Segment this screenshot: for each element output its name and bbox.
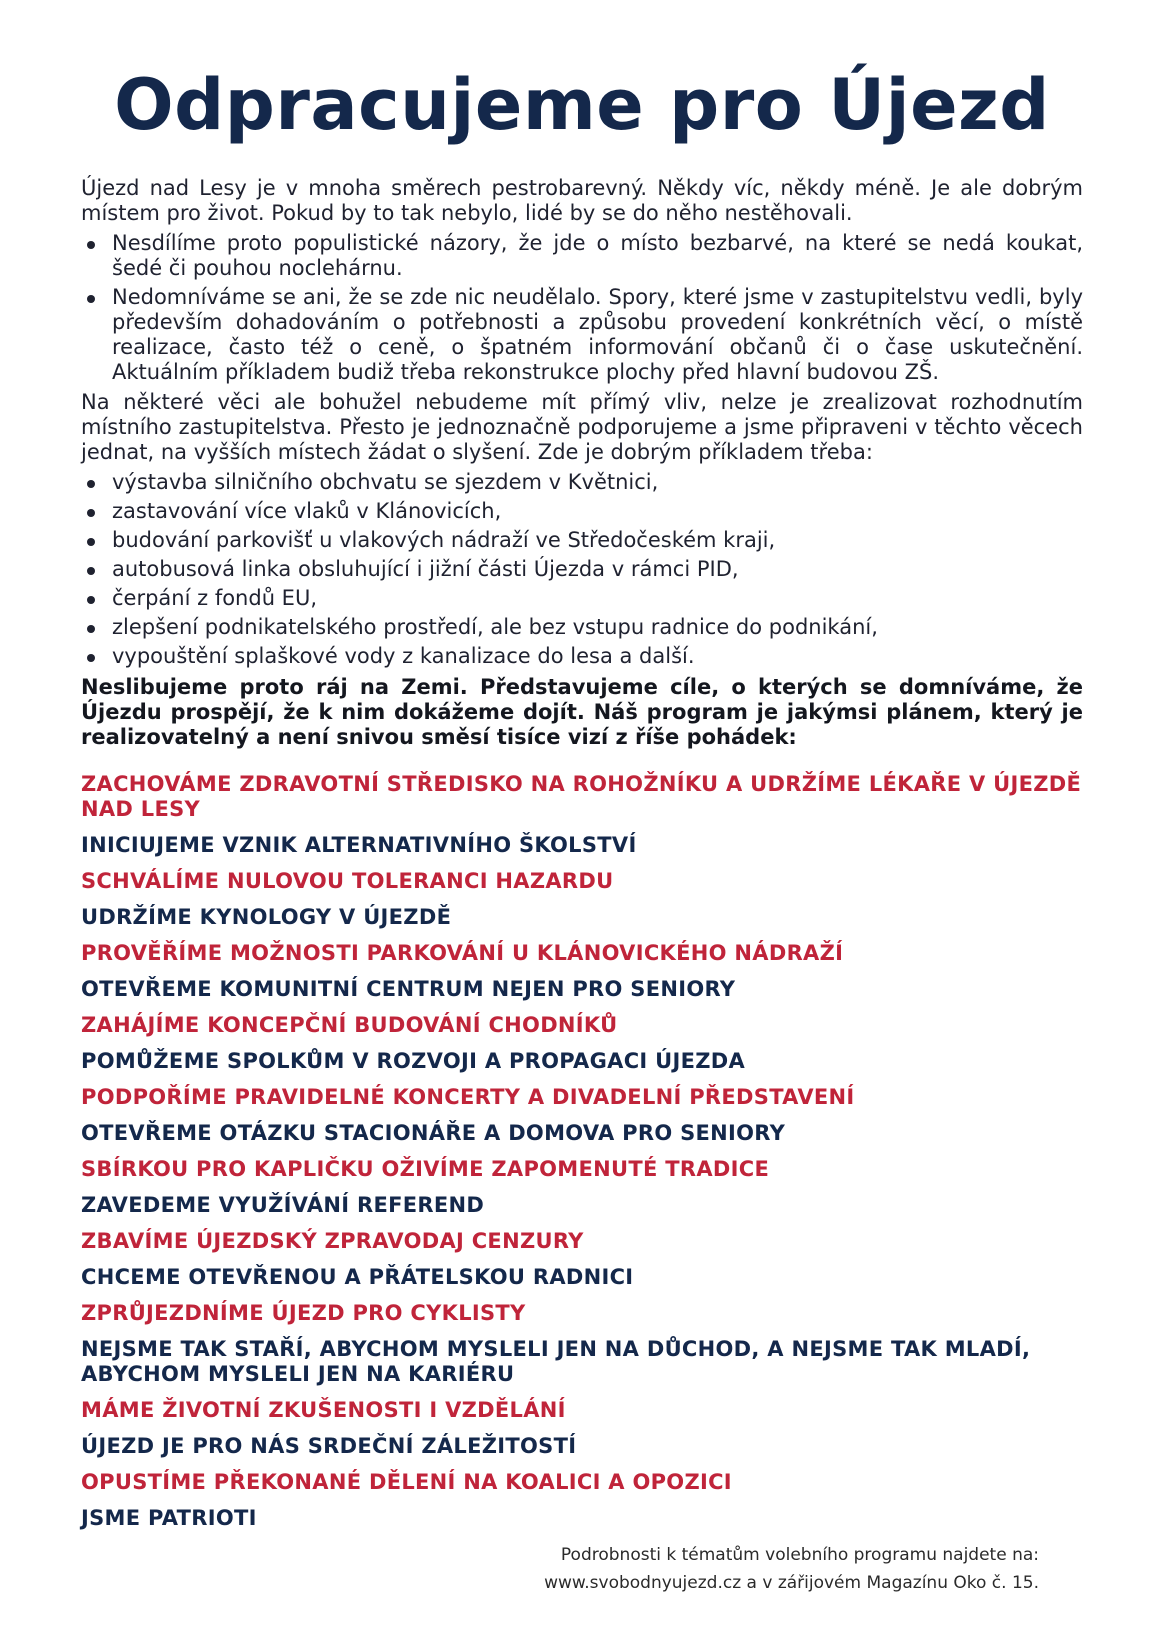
wish-list-item: výstavba silničního obchvatu se sjezdem v Květnici, [81, 470, 1083, 495]
program-goal: ZAHÁJÍME KONCEPČNÍ BUDOVÁNÍ CHODNÍKŮ [81, 1013, 618, 1037]
program-goal: OTEVŘEME OTÁZKU STACIONÁŘE A DOMOVA PRO SENIORY [81, 1121, 786, 1145]
program-goal: CHCEME OTEVŘENOU A PŘÁTELSKOU RADNICI [81, 1265, 634, 1289]
bold-statement: Neslibujeme proto ráj na Zemi. Představujeme cíle, o kterých se domníváme, že Újezdu prospějí, že k nim dokážeme dojít. Náš program je jakýmsi plánem, který je realizovatelný a není snivou směsí tisíce vizí z říše pohádek: [81, 675, 1083, 749]
program-goal: PODPOŘÍME PRAVIDELNÉ KONCERTY A DIVADELNÍ PŘEDSTAVENÍ [81, 1085, 855, 1109]
program-goal: OPUSTÍME PŘEKONANÉ DĚLENÍ NA KOALICI A OPOZICI [81, 1470, 732, 1494]
program-goal: NEJSME TAK STAŘÍ, ABYCHOM MYSLELI JEN NA DŮCHOD, A NEJSME TAK MLADÍ, ABYCHOM MYSLELI JEN NA KARIÉRU [81, 1337, 1031, 1386]
body-text [81, 176, 1083, 750]
reasons-list [81, 231, 1083, 385]
program-goal: ZBAVÍME ÚJEZDSKÝ ZPRAVODAJ CENZURY [81, 1229, 584, 1253]
wish-list-item: zlepšení podnikatelského prostředí, ale bez vstupu radnice do podnikání, [81, 615, 1083, 640]
footer-line-1: Podrobnosti k tématům volebního programu najdete na: [560, 1545, 1039, 1565]
program-goal: UDRŽÍME KYNOLOGY V ÚJEZDĚ [81, 905, 452, 929]
wish-list-item: autobusová linka obsluhující i jižní části Újezda v rámci PID, [81, 557, 1083, 582]
program-goal: ÚJEZD JE PRO NÁS SRDEČNÍ ZÁLEŽITOSTÍ [81, 1434, 577, 1458]
footer-note [544, 1541, 1039, 1597]
program-goal: ZACHOVÁME ZDRAVOTNÍ STŘEDISKO NA ROHOŽNÍKU A UDRŽÍME LÉKAŘE V ÚJEZDĚ NAD LESY [81, 772, 1082, 821]
reason-list-item: Nesdílíme proto populistické názory, že jde o místo bezbarvé, na které se nedá koukat, šedé či pouhou noclehárnu. [81, 231, 1083, 281]
influence-paragraph: Na některé věci ale bohužel nebudeme mít přímý vliv, nelze je zrealizovat rozhodnutím místního zastupitelstva. Přesto je jednoznačně podporujeme a jsme připraveni v těchto věcech jednat, na vyšších místech žádat o slyšení. Zde je dobrým příkladem třeba: [81, 390, 1083, 464]
wish-list-item: čerpání z fondů EU, [81, 586, 1083, 611]
intro-paragraph: Újezd nad Lesy je v mnoha směrech pestrobarevný. Někdy víc, někdy méně. Je ale dobrým místem pro život. Pokud by to tak nebylo, lidé by se do něho nestěhovali. [81, 176, 1083, 225]
footer-line-2: www.svobodnyujezd.cz a v zářijovém Magazínu Oko č. 15. [544, 1573, 1039, 1593]
page-title: Odpracujeme pro Újezd [114, 64, 1050, 146]
program-goal: MÁME ŽIVOTNÍ ZKUŠENOSTI I VZDĚLÁNÍ [81, 1398, 566, 1422]
program-goal: ZPRŮJEZDNÍME ÚJEZD PRO CYKLISTY [81, 1301, 526, 1325]
program-goal: SCHVÁLÍME NULOVOU TOLERANCI HAZARDU [81, 869, 614, 893]
program-goal: PROVĚŘÍME MOŽNOSTI PARKOVÁNÍ U KLÁNOVICKÉHO NÁDRAŽÍ [81, 941, 844, 965]
reason-list-item: Nedomníváme se ani, že se zde nic neudělalo. Spory, které jsme v zastupitelstvu vedli, byly především dohadováním o potřebnosti a způsobu provedení konkrétních věcí, o místě realizace, často též o ceně, o špatném informování občanů či o čase uskutečnění. Aktuálním příkladem budiž třeba rekonstrukce plochy před hlavní budovou ZŠ. [81, 285, 1083, 385]
wish-list-item: zastavování více vlaků v Klánovicích, [81, 499, 1083, 524]
wishes-list [81, 470, 1083, 669]
wish-list-item: vypouštění splaškové vody z kanalizace do lesa a další. [81, 644, 1083, 669]
program-goals-list [81, 772, 1083, 1531]
program-goal: SBÍRKOU PRO KAPLIČKU OŽIVÍME ZAPOMENUTÉ TRADICE [81, 1157, 770, 1181]
program-goal: ZAVEDEME VYUŽÍVÁNÍ REFEREND [81, 1193, 485, 1217]
program-goal: OTEVŘEME KOMUNITNÍ CENTRUM NEJEN PRO SENIORY [81, 977, 736, 1001]
program-goal: JSME PATRIOTI [81, 1506, 257, 1530]
wish-list-item: budování parkovišť u vlakových nádraží ve Středočeském kraji, [81, 528, 1083, 553]
program-goal: INICIUJEME VZNIK ALTERNATIVNÍHO ŠKOLSTVÍ [81, 833, 637, 857]
program-goal: POMŮŽEME SPOLKŮM V ROZVOJI A PROPAGACI ÚJEZDA [81, 1049, 746, 1073]
